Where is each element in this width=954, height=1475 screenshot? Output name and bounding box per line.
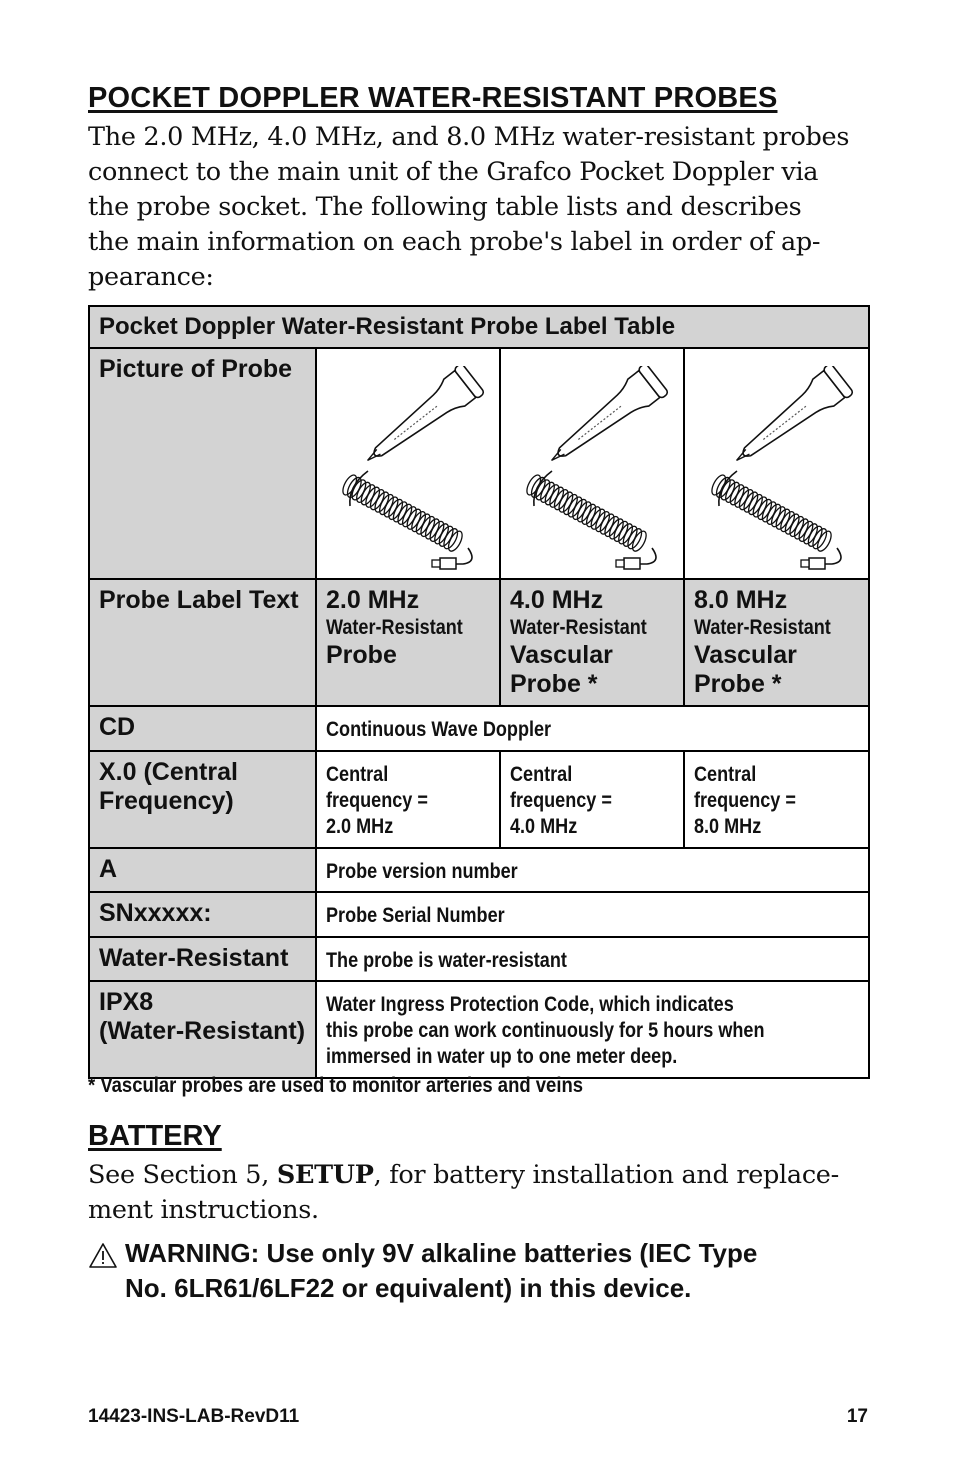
probe-illustration-icon xyxy=(328,366,488,571)
section-heading: POCKET DOPPLER WATER-RESISTANT PROBES xyxy=(88,82,778,114)
row-label-central-frequency: X.0 (Central Frequency) xyxy=(89,751,316,848)
page-number: 17 xyxy=(846,1406,868,1427)
row-label-probe-label-text: Probe Label Text xyxy=(89,579,316,706)
row-label-picture: Picture of Probe xyxy=(89,348,316,579)
table-title-row xyxy=(89,306,869,348)
probe-illustration-icon xyxy=(512,366,672,571)
document-id: 14423-INS-LAB-RevD11 xyxy=(88,1406,300,1427)
central-frequency-8mhz: Central frequency = 8.0 MHz xyxy=(684,751,869,848)
table-title: Pocket Doppler Water-Resistant Probe Label Table xyxy=(89,306,869,348)
row-label-a: A xyxy=(89,848,316,892)
central-frequency-row xyxy=(89,751,869,848)
cd-value: Continuous Wave Doppler xyxy=(316,706,869,751)
version-value: Probe version number xyxy=(316,848,869,892)
warning-triangle-icon xyxy=(88,1242,118,1269)
table-footnote: * Vascular probes are used to monitor arteries and veins xyxy=(88,1074,584,1097)
label-text-row xyxy=(89,579,869,706)
probe-label-table xyxy=(88,305,870,1079)
cd-row xyxy=(89,706,869,751)
battery-paragraph: See Section 5, SETUP, for battery installation and replace- ment instructions. xyxy=(88,1160,839,1225)
picture-row xyxy=(89,348,869,579)
row-label-water-resistant: Water-Resistant xyxy=(89,937,316,981)
water-resistant-row xyxy=(89,937,869,981)
setup-link-text: SETUP xyxy=(276,1160,374,1190)
probe-picture-2mhz xyxy=(316,348,500,579)
intro-paragraph: The 2.0 MHz, 4.0 MHz, and 8.0 MHz water-resistant probes connect to the main unit of the Grafco Pocket Doppler via the probe socket. The following table lists and describes the main information on each probe's label in order of ap- pearance: xyxy=(88,122,850,292)
serial-row xyxy=(89,892,869,937)
row-label-sn: SNxxxxx: xyxy=(89,892,316,937)
probe-label-8mhz: 8.0 MHz Water-Resistant Vascular Probe * xyxy=(684,579,869,706)
probe-illustration-icon xyxy=(697,366,857,571)
row-label-cd: CD xyxy=(89,706,316,751)
central-frequency-2mhz: Central frequency = 2.0 MHz xyxy=(316,751,500,848)
water-resistant-value: The probe is water-resistant xyxy=(316,937,869,981)
row-label-ipx8: IPX8 (Water-Resistant) xyxy=(89,981,316,1078)
version-row xyxy=(89,848,869,892)
central-frequency-4mhz: Central frequency = 4.0 MHz xyxy=(500,751,684,848)
ipx8-value: Water Ingress Protection Code, which indicates this probe can work continuously for 5 hours when immersed in water up to one meter deep. xyxy=(316,981,869,1078)
probe-label-4mhz: 4.0 MHz Water-Resistant Vascular Probe * xyxy=(500,579,684,706)
ipx8-row xyxy=(89,981,869,1078)
probe-picture-8mhz xyxy=(684,348,869,579)
probe-picture-4mhz xyxy=(500,348,684,579)
battery-heading: BATTERY xyxy=(88,1120,222,1152)
manual-page: POCKET DOPPLER WATER-RESISTANT PROBES The 2.0 MHz, 4.0 MHz, and 8.0 MHz water-resistant probes connect to the main unit of the Grafco Pocket Doppler via the probe socket. The following table lists and describes the main information on each probe's label in order of ap- pearance: Pocket Doppler Water-Resistant Probe Label Table Picture of Probe Probe Label Text 2.0 MHz Water-Resistant Probe 4.0 MHz Water-Resistant Vascular Probe * 8.0 MHz Water-Resistant Vascular Probe * CD Continuous Wave Doppler X.0 (Central Frequency) Central frequency = 2.0 MHz Central frequency = 4.0 MHz Central frequency = 8.0 MHz A Probe version number SNxxxxx: Probe Serial Number Water-Resistant The probe is water-resistant IPX8 (Water-Resistant) Water Ingress Protection Code, which indicates this probe can work continuously for 5 hours when immersed in water up to one meter deep. * Vascular probes are used to monitor arteries and veins BATTERY See Section 5, SETUP, for battery installation and replace- ment instructions. WARNING: Use only 9V alkaline batteries (IEC Type No. 6LR61/6LF22 or equivalent) in this device. 14423-INS-LAB-RevD11 17 xyxy=(88,0,868,1475)
probe-label-2mhz: 2.0 MHz Water-Resistant Probe xyxy=(316,579,500,706)
serial-value: Probe Serial Number xyxy=(316,892,869,937)
